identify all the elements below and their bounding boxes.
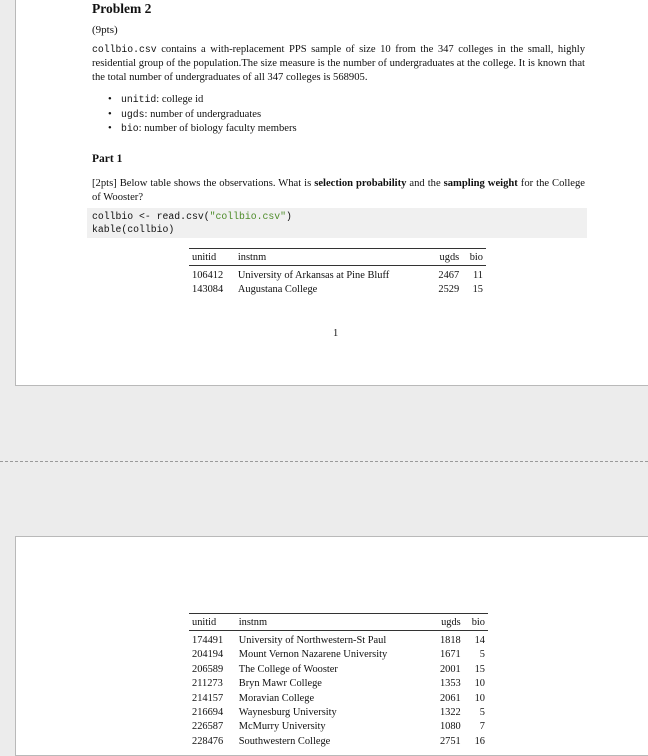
cell-instnm: Augustana College — [237, 284, 318, 296]
code-string: "collbio.csv" — [209, 211, 287, 222]
filename-code: collbio.csv — [92, 44, 157, 55]
variable-name: ugds — [121, 108, 145, 120]
cell-instnm: Moravian College — [238, 692, 315, 704]
points-label: (9pts) — [92, 24, 118, 36]
table-header-row — [189, 249, 486, 266]
cell-ugds: 1671 — [439, 649, 461, 661]
question-bold-1: selection probability — [314, 178, 407, 189]
variable-desc: : number of undergraduates — [144, 108, 262, 120]
cell-bio: 11 — [472, 270, 483, 281]
variable-name: bio — [121, 123, 139, 134]
cell-bio: 5 — [479, 707, 485, 719]
intro-text: contains a with-replacement PPS sample of size 10 from the 347 colleges in the small, highly residential group of the population.The size measure is the number of undergraduates at the college. It is known that the total number of undergraduates of all 347 colleges is 568905. — [92, 44, 585, 84]
part-title: Part 1 — [92, 153, 123, 165]
cell-bio: 15 — [472, 284, 483, 296]
table-row — [189, 692, 488, 706]
cell-unitid: 204194 — [192, 649, 224, 661]
cell-unitid: 206589 — [192, 663, 224, 675]
col-bio: bio — [464, 614, 488, 631]
page-number: 1 — [333, 328, 339, 339]
question-prefix: [2pts] Below table shows the observations. What is — [92, 178, 315, 189]
question-mid: and the — [406, 178, 444, 189]
page-break-divider — [0, 461, 648, 462]
cell-ugds: 1353 — [439, 678, 461, 690]
col-unitid: unitid — [189, 614, 236, 631]
cell-ugds: 2751 — [439, 735, 461, 747]
cell-instnm: Southwestern College — [238, 735, 331, 747]
cell-unitid: 174491 — [192, 635, 224, 646]
cell-ugds: 1322 — [439, 707, 461, 719]
col-instnm: instnm — [236, 614, 430, 631]
question-bold-2: sampling weight — [443, 178, 518, 189]
cell-ugds: 2001 — [439, 663, 461, 675]
table-row — [189, 631, 488, 649]
cell-instnm: McMurry University — [238, 721, 326, 733]
cell-unitid: 214157 — [192, 692, 224, 704]
code-block — [87, 208, 587, 238]
cell-unitid: 211273 — [192, 678, 223, 690]
col-instnm: instnm — [235, 249, 429, 266]
document-page-1 — [15, 0, 648, 386]
cell-ugds: 1818 — [439, 635, 461, 646]
data-table-2 — [189, 613, 488, 749]
col-ugds: ugds — [430, 614, 464, 631]
cell-unitid: 216694 — [192, 707, 224, 719]
col-ugds: ugds — [429, 249, 462, 266]
cell-bio: 16 — [474, 735, 485, 747]
cell-ugds: 2529 — [438, 284, 460, 296]
cell-ugds: 2061 — [439, 692, 461, 704]
cell-instnm: Mount Vernon Nazarene University — [238, 649, 388, 661]
variable-desc: : college id — [156, 94, 204, 105]
cell-unitid: 228476 — [192, 735, 224, 747]
variable-list — [108, 93, 297, 137]
cell-ugds: 1080 — [439, 721, 461, 733]
cell-unitid: 226587 — [192, 721, 224, 733]
cell-instnm: University of Arkansas at Pine Bluff — [237, 270, 390, 281]
table-header-row — [189, 614, 488, 631]
intro-paragraph — [92, 43, 585, 86]
col-unitid: unitid — [189, 249, 235, 266]
list-item — [108, 93, 297, 108]
table-row — [189, 283, 486, 297]
variable-desc: : number of biology faculty members — [138, 123, 297, 134]
table-row — [189, 663, 488, 677]
table-row — [189, 735, 488, 749]
data-table-1 — [189, 248, 486, 298]
list-item — [108, 122, 297, 137]
table-row — [189, 677, 488, 691]
variable-name: unitid — [121, 94, 157, 105]
problem-title: Problem 2 — [92, 1, 152, 16]
cell-instnm: Waynesburg University — [238, 707, 337, 719]
cell-bio: 7 — [479, 721, 485, 733]
cell-ugds: 2467 — [438, 270, 460, 281]
col-bio: bio — [462, 249, 486, 266]
table-row — [189, 648, 488, 662]
code-line-2: kable(collbio) — [92, 224, 175, 235]
cell-instnm: University of Northwestern-St Paul — [238, 635, 387, 646]
cell-bio: 10 — [474, 678, 485, 690]
code-line-1 — [92, 210, 582, 223]
cell-unitid: 143084 — [192, 284, 224, 296]
document-page-2 — [15, 536, 648, 756]
cell-bio: 15 — [474, 663, 485, 675]
cell-bio: 10 — [474, 692, 485, 704]
cell-instnm: Bryn Mawr College — [238, 678, 322, 690]
table-row — [189, 266, 486, 284]
table-row — [189, 706, 488, 720]
code-text: ) — [286, 211, 292, 222]
cell-instnm: The College of Wooster — [238, 663, 338, 675]
table-row — [189, 720, 488, 734]
code-text: collbio <- read.csv( — [92, 211, 210, 222]
cell-unitid: 106412 — [192, 270, 224, 281]
question-text — [92, 177, 585, 205]
list-item — [108, 108, 297, 123]
cell-bio: 5 — [479, 649, 485, 661]
question-suffix: for the College of Wooster? — [92, 178, 585, 204]
cell-bio: 14 — [474, 635, 485, 646]
